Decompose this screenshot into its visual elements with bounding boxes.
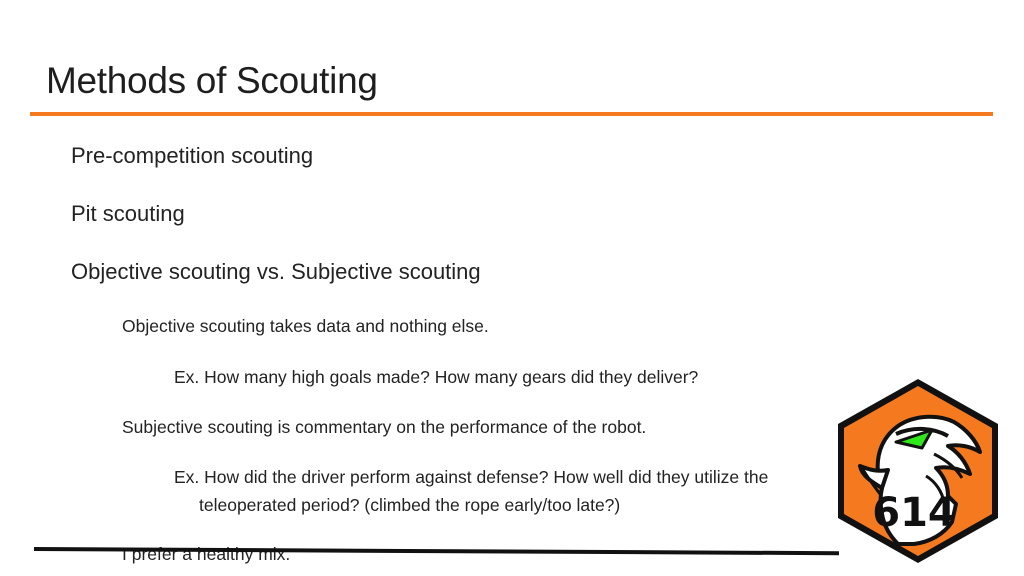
eagle-hexagon-logo-icon: [834, 376, 1002, 566]
svg-text:614: 614: [872, 490, 956, 536]
bullet-pit-scouting: Pit scouting: [71, 201, 185, 226]
team-logo: [834, 376, 1002, 566]
example-subjective: Ex. How did the driver perform against defense? How well did they utilize the: [174, 467, 769, 487]
title-divider: [30, 112, 993, 116]
sub-bullet-objective: Objective scouting takes data and nothing else.: [122, 316, 489, 336]
slide-title: Methods of Scouting: [46, 60, 378, 101]
sub-bullet-healthy-mix: I prefer a healthy mix.: [122, 544, 291, 564]
example-objective: Ex. How many high goals made? How many gears did they deliver?: [174, 367, 699, 387]
example-subjective-continued: teleoperated period? (climbed the rope early/too late?): [199, 495, 621, 515]
sub-bullet-subjective: Subjective scouting is commentary on the performance of the robot.: [122, 417, 647, 437]
bullet-objective-vs-subjective: Objective scouting vs. Subjective scouting: [71, 259, 481, 284]
bullet-pre-competition: Pre-competition scouting: [71, 143, 314, 168]
